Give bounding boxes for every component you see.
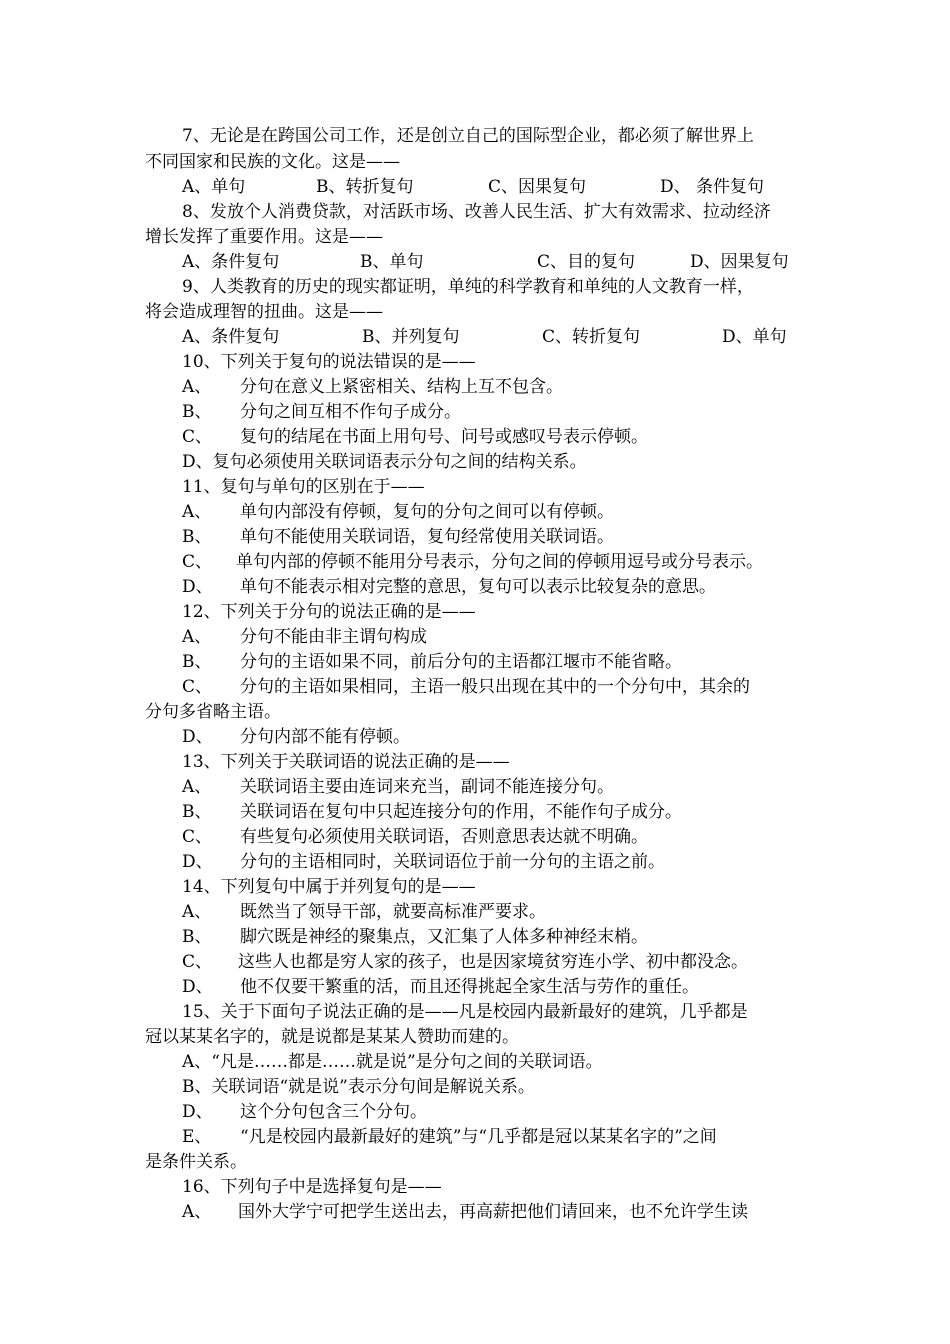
question-9-option-b: B、并列复句 bbox=[362, 327, 460, 347]
question-15-option-a: A、“凡是……都是……就是说”是分句之间的关联词语。 bbox=[182, 1052, 603, 1072]
question-12-option-c: C、 分句的主语如果相同，主语一般只出现在其中的一个分句中，其余的 bbox=[182, 677, 750, 697]
question-13-option-b: B、 关联词语在复句中只起连接分句的作用，不能作句子成分。 bbox=[182, 802, 682, 822]
question-8-option-b: B、单句 bbox=[360, 252, 424, 272]
question-14-stem: 14、下列复句中属于并列复句的是—— bbox=[182, 877, 476, 897]
question-7-stem-line-2: 不同国家和民族的文化。这是—— bbox=[145, 152, 400, 172]
question-13-stem: 13、下列关于关联词语的说法正确的是—— bbox=[182, 752, 510, 772]
question-13-option-c: C、 有些复句必须使用关联词语，否则意思表达就不明确。 bbox=[182, 827, 648, 847]
question-7-stem-line-1: 7、无论是在跨国公司工作，还是创立自己的国际型企业，都必须了解世界上 bbox=[182, 126, 754, 146]
question-15-option-d: D、 这个分句包含三个分句。 bbox=[182, 1102, 427, 1122]
question-12-option-b: B、 分句的主语如果不同，前后分句的主语都江堰市不能省略。 bbox=[182, 652, 682, 672]
question-14-option-a: A、 既然当了领导干部，就要高标准严要求。 bbox=[182, 902, 546, 922]
question-12-stem: 12、下列关于分句的说法正确的是—— bbox=[182, 602, 476, 622]
question-10-option-d: D、复句必须使用关联词语表示分句之间的结构关系。 bbox=[182, 452, 587, 472]
question-15-option-e: E、 “凡是校园内最新最好的建筑”与“几乎都是冠以某某名字的”之间 bbox=[182, 1127, 717, 1147]
question-10-option-a: A、 分句在意义上紧密相关、结构上互不包含。 bbox=[182, 377, 563, 397]
question-13-option-d: D、 分句的主语相同时，关联词语位于前一分句的主语之前。 bbox=[182, 852, 665, 872]
question-14-option-d: D、 他不仅要干繁重的活，而且还得挑起全家生活与劳作的重任。 bbox=[182, 977, 699, 997]
question-15-stem-line-1: 15、关于下面句子说法正确的是——凡是校园内最新最好的建筑，几乎都是 bbox=[182, 1002, 748, 1022]
question-9-option-d: D、单句 bbox=[722, 327, 787, 347]
question-8-stem-line-2: 增长发挥了重要作用。这是—— bbox=[145, 227, 383, 247]
question-11-stem: 11、复句与单句的区别在于—— bbox=[182, 477, 425, 497]
question-11-option-a: A、 单句内部没有停顿，复句的分句之间可以有停顿。 bbox=[182, 502, 614, 522]
question-11-option-d: D、 单句不能表示相对完整的意思，复句可以表示比较复杂的意思。 bbox=[182, 577, 716, 597]
question-9-stem-line-2: 将会造成理智的扭曲。这是—— bbox=[145, 302, 383, 322]
question-14-option-b: B、 脚穴既是神经的聚集点，又汇集了人体多种神经末梢。 bbox=[182, 927, 648, 947]
question-16-stem: 16、下列句子中是选择复句是—— bbox=[182, 1177, 442, 1197]
question-8-option-a: A、条件复句 bbox=[182, 252, 280, 272]
question-8-option-d: D、因果复句 bbox=[690, 252, 789, 272]
question-15-option-e-continued: 是条件关系。 bbox=[145, 1152, 247, 1172]
question-11-option-b: B、 单句不能使用关联词语，复句经常使用关联词语。 bbox=[182, 527, 614, 547]
question-10-option-b: B、 分句之间互相不作句子成分。 bbox=[182, 402, 461, 422]
question-8-stem-line-1: 8、发放个人消费贷款，对活跃市场、改善人民生活、扩大有效需求、拉动经济 bbox=[182, 202, 771, 222]
question-12-option-a: A、 分句不能由非主谓句构成 bbox=[182, 627, 427, 647]
question-15-option-b: B、关联词语“就是说”表示分句间是解说关系。 bbox=[182, 1077, 535, 1097]
question-14-option-c: C、 这些人也都是穷人家的孩子，也是因家境贫穷连小学、初中都没念。 bbox=[182, 952, 748, 972]
question-10-option-c: C、 复句的结尾在书面上用句号、问号或感叹号表示停顿。 bbox=[182, 427, 648, 447]
question-7-option-b: B、转折复句 bbox=[316, 177, 414, 197]
question-9-option-a: A、条件复句 bbox=[182, 327, 280, 347]
question-10-stem: 10、下列关于复句的说法错误的是—— bbox=[182, 352, 476, 372]
question-15-stem-line-2: 冠以某某名字的，就是说都是某某人赞助而建的。 bbox=[145, 1027, 519, 1047]
question-8-option-c: C、目的复句 bbox=[537, 252, 636, 272]
question-11-option-c: C、 单句内部的停顿不能用分号表示，分句之间的停顿用逗号或分号表示。 bbox=[182, 552, 763, 572]
question-7-option-c: C、因果复句 bbox=[488, 177, 587, 197]
question-12-option-c-continued: 分句多省略主语。 bbox=[145, 702, 281, 722]
question-16-option-a: A、 国外大学宁可把学生送出去，再高薪把他们请回来，也不允许学生读 bbox=[182, 1202, 748, 1222]
question-9-stem-line-1: 9、人类教育的历史的现实都证明，单纯的科学教育和单纯的人文教育一样， bbox=[182, 277, 754, 297]
question-7-option-a: A、单句 bbox=[182, 177, 246, 197]
question-7-option-d: D、 条件复句 bbox=[660, 177, 765, 197]
question-13-option-a: A、 关联词语主要由连词来充当，副词不能连接分句。 bbox=[182, 777, 614, 797]
question-9-option-c: C、转折复句 bbox=[542, 327, 641, 347]
question-12-option-d: D、 分句内部不能有停顿。 bbox=[182, 727, 410, 747]
